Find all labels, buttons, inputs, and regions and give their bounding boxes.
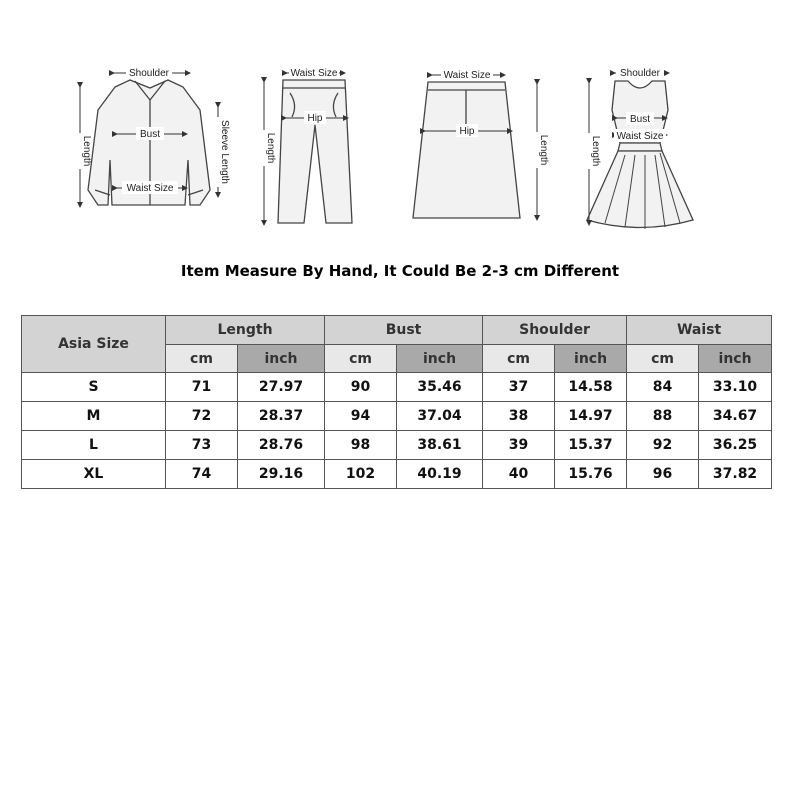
table-row bbox=[22, 402, 772, 431]
table-cell: 37.04 bbox=[397, 402, 483, 431]
shirt-sleeve-label: Sleeve Length bbox=[219, 120, 230, 184]
table-cell: 28.37 bbox=[238, 402, 325, 431]
garment-diagrams-svg bbox=[0, 55, 800, 240]
shirt-shoulder-label: Shoulder bbox=[128, 68, 170, 79]
table-row bbox=[22, 431, 772, 460]
table-cell: 14.97 bbox=[555, 402, 627, 431]
length-cm-header: cm bbox=[166, 345, 238, 373]
length-inch-header: inch bbox=[238, 345, 325, 373]
pants-diagram bbox=[278, 80, 352, 223]
table-cell: 102 bbox=[325, 460, 397, 489]
table-cell: 84 bbox=[627, 373, 699, 402]
table-cell: 71 bbox=[166, 373, 238, 402]
table-cell: 33.10 bbox=[699, 373, 772, 402]
skirt-hip-label: Hip bbox=[459, 126, 475, 137]
table-cell: 40.19 bbox=[397, 460, 483, 489]
size-cell: M bbox=[22, 402, 166, 431]
measurement-note: Item Measure By Hand, It Could Be 2-3 cm Different bbox=[180, 262, 620, 280]
waist-cm-header: cm bbox=[627, 345, 699, 373]
table-cell: 38.61 bbox=[397, 431, 483, 460]
table-cell: 15.37 bbox=[555, 431, 627, 460]
table-cell: 74 bbox=[166, 460, 238, 489]
table-cell: 37.82 bbox=[699, 460, 772, 489]
table-cell: 88 bbox=[627, 402, 699, 431]
table-cell: 15.76 bbox=[555, 460, 627, 489]
shirt-bust-label: Bust bbox=[139, 129, 161, 140]
table-cell: 72 bbox=[166, 402, 238, 431]
dress-shoulder-label: Shoulder bbox=[619, 68, 661, 79]
shirt-length-label: Length bbox=[81, 135, 92, 167]
bust-cm-header: cm bbox=[325, 345, 397, 373]
length-header: Length bbox=[166, 316, 325, 345]
table-cell: 98 bbox=[325, 431, 397, 460]
shirt-waist-label: Waist Size bbox=[126, 183, 174, 194]
pants-waist-label: Waist Size bbox=[290, 68, 338, 79]
table-row bbox=[22, 373, 772, 402]
table-cell: 38 bbox=[483, 402, 555, 431]
pants-length-label: Length bbox=[265, 132, 276, 164]
measurement-diagrams bbox=[0, 55, 800, 240]
dress-length-label: Length bbox=[590, 135, 601, 167]
size-cell: L bbox=[22, 431, 166, 460]
skirt-diagram bbox=[413, 82, 520, 218]
skirt-length-label: Length bbox=[538, 134, 549, 166]
table-cell: 92 bbox=[627, 431, 699, 460]
skirt-waist-label: Waist Size bbox=[443, 70, 491, 81]
table-cell: 28.76 bbox=[238, 431, 325, 460]
pants-hip-label: Hip bbox=[307, 113, 323, 124]
table-cell: 73 bbox=[166, 431, 238, 460]
table-cell: 27.97 bbox=[238, 373, 325, 402]
bust-header: Bust bbox=[325, 316, 483, 345]
table-cell: 35.46 bbox=[397, 373, 483, 402]
table-cell: 14.58 bbox=[555, 373, 627, 402]
shoulder-header: Shoulder bbox=[483, 316, 627, 345]
table-cell: 90 bbox=[325, 373, 397, 402]
table-cell: 96 bbox=[627, 460, 699, 489]
table-cell: 36.25 bbox=[699, 431, 772, 460]
dress-bust-label: Bust bbox=[629, 114, 651, 125]
table-cell: 94 bbox=[325, 402, 397, 431]
waist-inch-header: inch bbox=[699, 345, 772, 373]
waist-header: Waist bbox=[627, 316, 772, 345]
dress-waist-label: Waist Size bbox=[616, 131, 664, 142]
table-cell: 37 bbox=[483, 373, 555, 402]
size-cell: S bbox=[22, 373, 166, 402]
table-cell: 34.67 bbox=[699, 402, 772, 431]
size-cell: XL bbox=[22, 460, 166, 489]
table-cell: 40 bbox=[483, 460, 555, 489]
table-row bbox=[22, 460, 772, 489]
shoulder-cm-header: cm bbox=[483, 345, 555, 373]
size-chart-table bbox=[21, 315, 772, 489]
shoulder-inch-header: inch bbox=[555, 345, 627, 373]
table-cell: 29.16 bbox=[238, 460, 325, 489]
table-cell: 39 bbox=[483, 431, 555, 460]
asia-size-header: Asia Size bbox=[22, 316, 166, 373]
bust-inch-header: inch bbox=[397, 345, 483, 373]
dress-diagram bbox=[587, 81, 693, 229]
